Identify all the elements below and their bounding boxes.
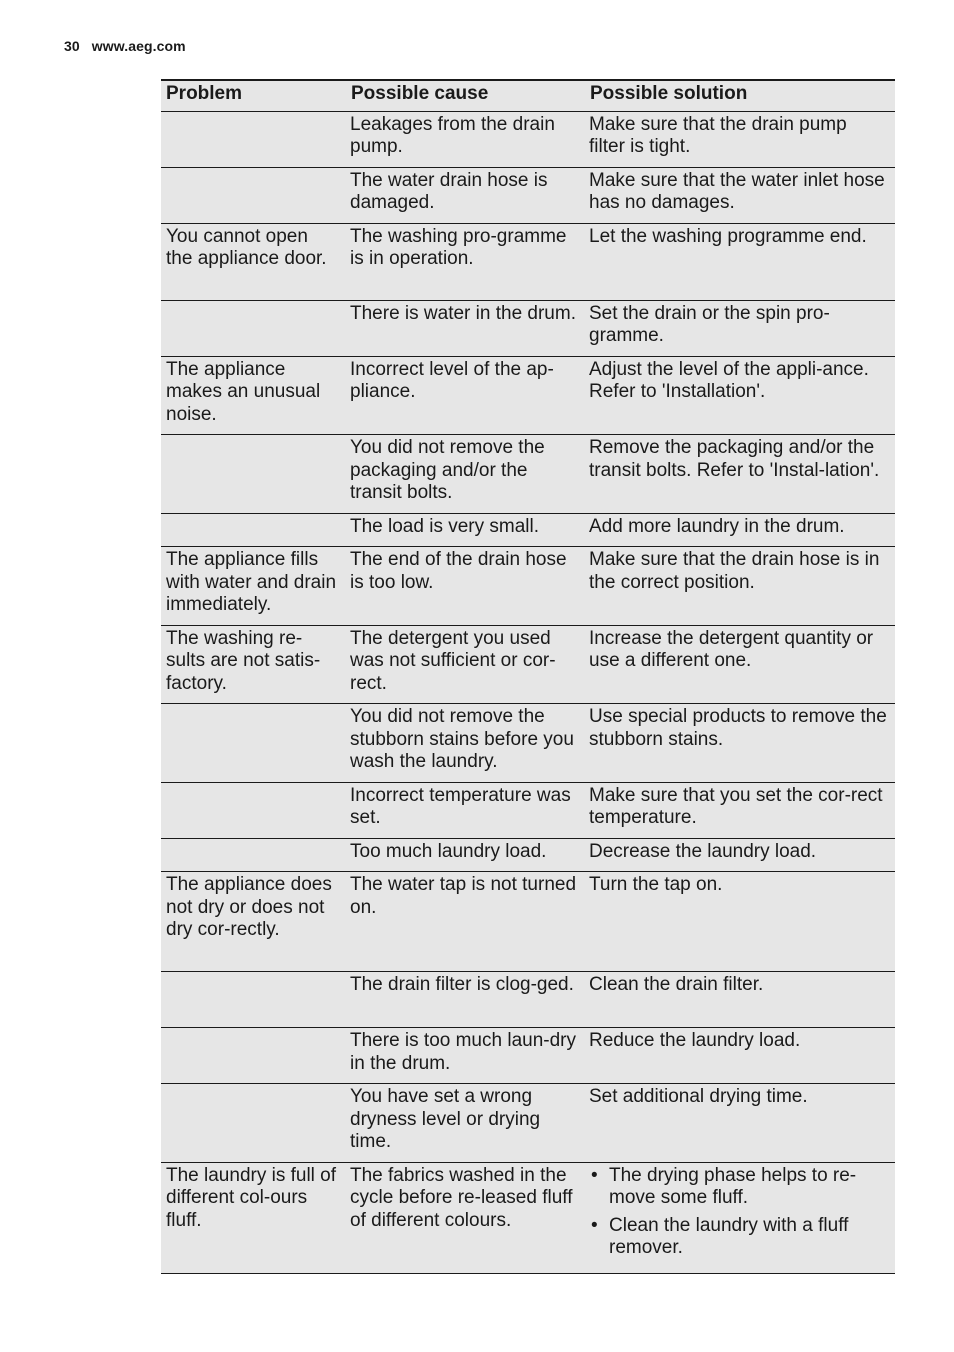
cause-cell: Incorrect temperature was set. [346,782,585,838]
solution-cell: Clean the drain filter. [585,972,895,1028]
solution-cell: Make sure that the drain pump filter is tight. [585,111,895,167]
solution-cell: Use special products to remove the stubborn stains. [585,704,895,783]
problem-cell: The laundry is full of different col-ours fluff. [161,1162,346,1273]
solution-cell: Increase the detergent quantity or use a different one. [585,625,895,704]
cause-cell: The washing pro-gramme is in operation. [346,223,585,300]
cause-cell: The load is very small. [346,513,585,547]
problem-cell: You cannot open the appliance door. [161,223,346,300]
table-row [161,300,895,356]
table-row [161,435,895,514]
problem-cell [161,704,346,783]
table-row [161,625,895,704]
problem-cell [161,972,346,1028]
solution-cell: Set additional drying time. [585,1084,895,1163]
solution-cell: Remove the packaging and/or the transit bolts. Refer to 'Instal-lation'. [585,435,895,514]
cause-cell: The drain filter is clog-ged. [346,972,585,1028]
problem-cell [161,838,346,872]
problem-cell [161,300,346,356]
solution-bullet: • The drying phase helps to re-move some fluff. [589,1165,887,1210]
site-url: www.aeg.com [91,38,186,54]
cause-cell: You have set a wrong dryness level or drying time. [346,1084,585,1163]
solution-cell: Add more laundry in the drum. [585,513,895,547]
table-row [161,547,895,626]
table-row [161,167,895,223]
problem-cell: The appliance does not dry or does not dry cor-rectly. [161,872,346,972]
cause-cell: Too much laundry load. [346,838,585,872]
problem-cell: The appliance fills with water and drain immediately. [161,547,346,626]
table-row [161,513,895,547]
table-row [161,872,895,972]
solution-cell: Make sure that the drain hose is in the correct position. [585,547,895,626]
cause-cell: The water drain hose is damaged. [346,167,585,223]
cause-cell: The end of the drain hose is too low. [346,547,585,626]
column-header-solution: Possible solution [585,80,895,111]
cause-cell: You did not remove the stubborn stains before you wash the laundry. [346,704,585,783]
solution-bullet: • Clean the laundry with a fluff remover. [589,1215,887,1260]
table-row [161,782,895,838]
solution-cell: Set the drain or the spin pro-gramme. [585,300,895,356]
table-row [161,1162,895,1273]
solution-bullet-list [589,1165,887,1260]
problem-cell: The appliance makes an unusual noise. [161,356,346,435]
problem-cell [161,1028,346,1084]
table-row [161,223,895,300]
column-header-cause: Possible cause [346,80,585,111]
solution-cell: Make sure that you set the cor-rect temperature. [585,782,895,838]
table-row [161,1084,895,1163]
cause-cell: There is too much laun-dry in the drum. [346,1028,585,1084]
problem-cell: The washing re-sults are not satis-factory. [161,625,346,704]
cause-cell: There is water in the drum. [346,300,585,356]
table-row [161,972,895,1028]
solution-cell: Reduce the laundry load. [585,1028,895,1084]
solution-cell: Adjust the level of the appli-ance. Refer to 'Installation'. [585,356,895,435]
cause-cell: The fabrics washed in the cycle before re-leased fluff of different colours. [346,1162,585,1273]
cause-cell: Incorrect level of the ap-pliance. [346,356,585,435]
page-number: 30 [64,38,80,54]
column-header-problem: Problem [161,80,346,111]
solution-cell: Turn the tap on. [585,872,895,972]
cause-cell: The detergent you used was not sufficient or cor-rect. [346,625,585,704]
problem-cell [161,1084,346,1163]
table-row [161,838,895,872]
cause-cell: Leakages from the drain pump. [346,111,585,167]
table-row [161,111,895,167]
table-row [161,1028,895,1084]
solution-cell: Let the washing programme end. [585,223,895,300]
problem-cell [161,435,346,514]
problem-cell [161,111,346,167]
problem-cell [161,167,346,223]
table-row [161,356,895,435]
cause-cell: The water tap is not turned on. [346,872,585,972]
cause-cell: You did not remove the packaging and/or the transit bolts. [346,435,585,514]
page-header [64,38,186,54]
problem-cell [161,782,346,838]
solution-cell [585,1162,895,1273]
table-row [161,704,895,783]
solution-cell: Make sure that the water inlet hose has no damages. [585,167,895,223]
troubleshooting-table [161,79,895,1274]
solution-cell: Decrease the laundry load. [585,838,895,872]
table-header-row [161,80,895,111]
problem-cell [161,513,346,547]
